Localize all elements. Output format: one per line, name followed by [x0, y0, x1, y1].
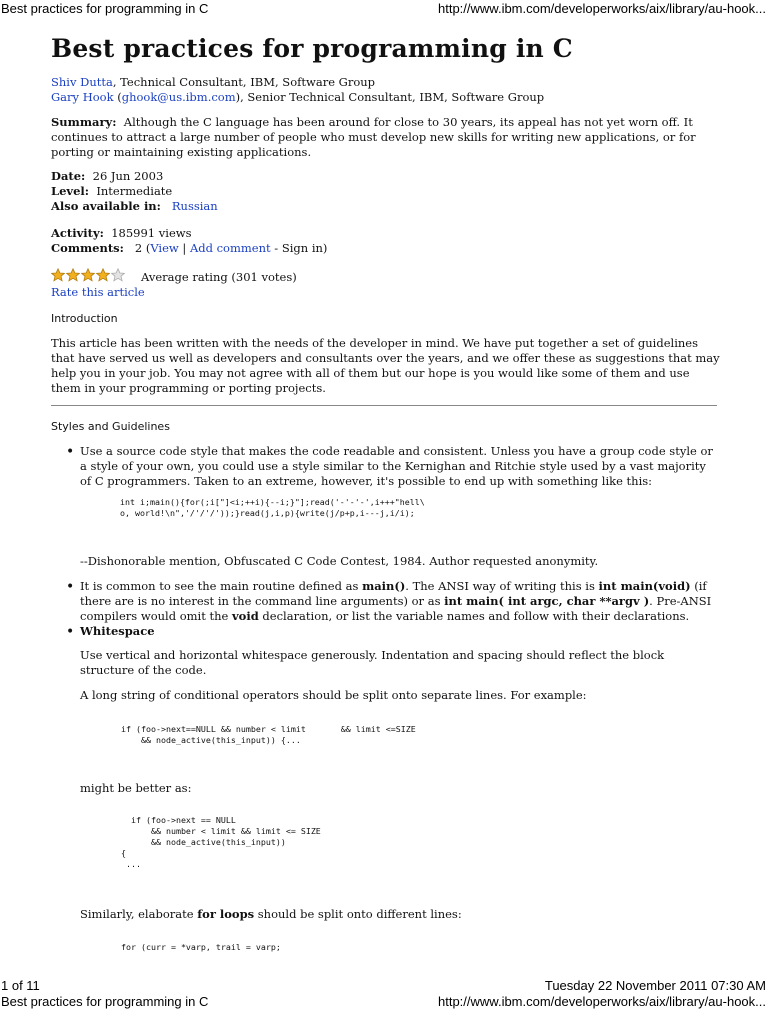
- bullet-item-whitespace: Whitespace: [80, 624, 155, 638]
- meta-comments: Comments: 2 (View | Add comment - Sign in): [51, 241, 328, 255]
- print-header-url: http://www.ibm.com/developerworks/aix/library/au-hook...: [437, 1, 766, 16]
- meta-level: Level: Intermediate: [51, 184, 173, 198]
- summary-text: Although the C language has been around for close to 30 years, its appeal has not yet worn off. It continues to attract a large number of people who must develop new skills for writing new applications, or for porting or maintaining existing applications.: [51, 115, 696, 159]
- author-line-1: [51, 75, 375, 90]
- russian-link[interactable]: Russian: [171, 199, 218, 213]
- print-datetime: Tuesday 22 November 2011 07:30 AM: [544, 978, 766, 993]
- summary-label: Summary:: [51, 115, 117, 129]
- page-title: Best practices for programming in C: [51, 34, 573, 63]
- meta-date: Date: 26 Jun 2003: [51, 169, 164, 183]
- star-filled-icon[interactable]: [81, 268, 95, 282]
- author-link-shiv-dutta[interactable]: Shiv Dutta: [51, 75, 113, 89]
- better-as-text: might be better as:: [80, 781, 192, 795]
- long-string-text: A long string of conditional operators should be split onto separate lines. For example:: [80, 688, 587, 702]
- add-comment-link[interactable]: Add comment: [189, 241, 271, 255]
- print-footer-url: http://www.ibm.com/developerworks/aix/library/au-hook...: [437, 994, 766, 1009]
- meta-available: Also available in: Russian: [51, 199, 218, 213]
- page-number: 1 of 11: [1, 978, 40, 993]
- whitespace-text: Use vertical and horizontal whitespace generously. Indentation and spacing should reflect the block structure of the code.: [80, 648, 665, 677]
- author-link-gary-hook[interactable]: Gary Hook: [51, 90, 114, 104]
- print-header-title: Best practices for programming in C: [1, 1, 209, 16]
- bullet-marker: •: [66, 444, 75, 460]
- code-block-obfuscated: int i;main(){for(;i["]<i;++i){--i;}"];read('-'-'-',i+++"hell\ o, world!\n",'/'/'/'));}read(j,i,p){write(j/p+p,i---j,i/i);: [120, 497, 425, 518]
- author-line-2: Gary Hook (ghook@us.ibm.com), Senior Technical Consultant, IBM, Software Group: [51, 90, 545, 104]
- introduction-heading: Introduction: [51, 312, 118, 325]
- star-filled-icon[interactable]: [51, 268, 65, 282]
- meta-activity: Activity: 185991 views: [51, 226, 192, 240]
- bullet-marker: •: [66, 579, 75, 595]
- print-footer-title: Best practices for programming in C: [1, 994, 209, 1009]
- section-divider: [51, 405, 717, 406]
- bullet-item-code-style: Use a source code style that makes the code readable and consistent. Unless you have a group code style or a style of your own, you could use a style similar to the Kernighan and Ritchie style used by a vast majority of C programmers. Taken to an extreme, however, it's possible to end up with something like this:: [80, 444, 713, 488]
- code-block-conditional-better: if (foo->next == NULL && number < limit && limit <= SIZE && node_active(this_input)) { ...: [121, 815, 321, 869]
- code-block-conditional: if (foo->next==NULL && number < limit && limit <=SIZE && node_active(this_input)) {...: [121, 724, 416, 745]
- star-empty-icon[interactable]: [111, 268, 125, 282]
- author-email-link[interactable]: ghook@us.ibm.com: [121, 90, 236, 104]
- star-filled-icon[interactable]: [66, 268, 80, 282]
- similarly-text: Similarly, elaborate for loops should be split onto different lines:: [80, 907, 462, 921]
- summary: [51, 115, 721, 160]
- author-role: ), Senior Technical Consultant, IBM, Software Group: [235, 90, 545, 104]
- view-comments-link[interactable]: View: [150, 241, 179, 255]
- introduction-text: This article has been written with the needs of the developer in mind. We have put together a set of guidelines that have served us well as developers and consultants over the years, and we offer these as suggestions that may help you in your job. You may not agree with all of them but our hope is you would like some of them and use them in your programming or porting projects.: [51, 336, 720, 395]
- rating-text: Average rating (301 votes): [141, 270, 297, 284]
- bullet-item-main-routine: It is common to see the main routine defined as main(). The ANSI way of writing this is int main(void) (if there are is no interest in the command line arguments) or as int main( int argc, char **argv ). Pre-ANSI compilers would omit the void declaration, or list the variable names and follow with their declarations.: [80, 579, 712, 623]
- bullet-marker: •: [66, 624, 75, 640]
- dishonorable-mention: --Dishonorable mention, Obfuscated C Code Contest, 1984. Author requested anonymity.: [80, 554, 599, 568]
- rating-stars[interactable]: [51, 268, 125, 282]
- rate-article-link[interactable]: Rate this article: [51, 285, 145, 299]
- star-filled-icon[interactable]: [96, 268, 110, 282]
- code-block-for-loop: for (curr = *varp, trail = varp;: [121, 942, 281, 952]
- author-role: , Technical Consultant, IBM, Software Group: [112, 75, 376, 89]
- styles-guidelines-heading: Styles and Guidelines: [51, 420, 170, 433]
